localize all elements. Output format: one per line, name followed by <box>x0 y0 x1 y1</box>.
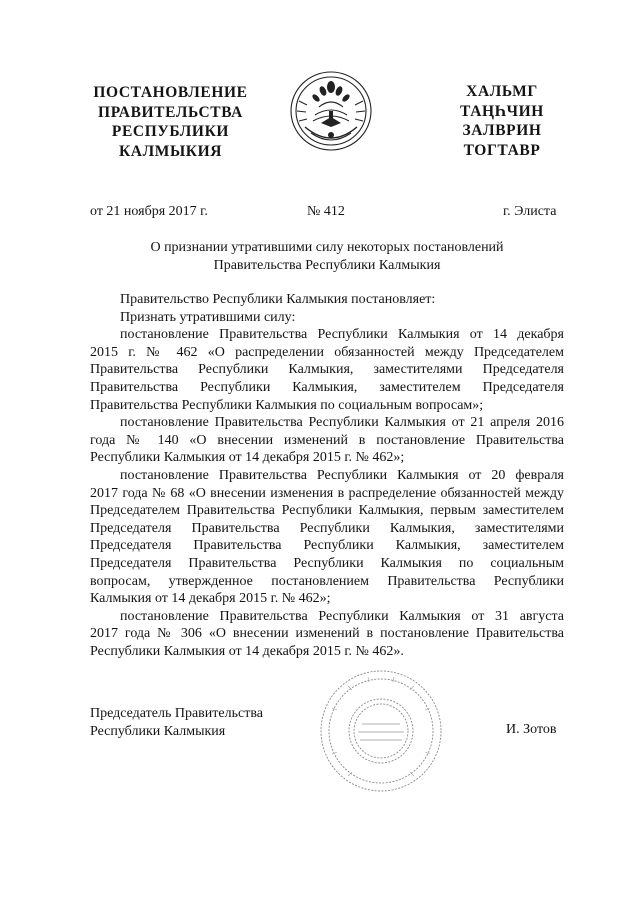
body-line: Правительства Республики Калмыкия, заместителями Председателя <box>90 362 564 378</box>
body-line: Республики Калмыкия от 14 декабря 2015 г. № 462»; <box>90 450 405 466</box>
header-left-line: КАЛМЫКИЯ <box>118 142 223 160</box>
signatory-position-line: Председатель Правительства <box>90 706 263 721</box>
official-stamp-icon <box>318 668 444 794</box>
body-line: Председателем Правительства Республики Калмыкия, первым заместителем <box>90 503 564 519</box>
body-line: 2017 года № 306 «О внесении изменений в постановление Правительства <box>90 626 564 642</box>
signatory-position-line: Республики Калмыкия <box>90 724 226 739</box>
header-right-line: ЗАЛВРИН <box>462 122 542 139</box>
document-place: г. Элиста <box>503 204 557 219</box>
body-line: вопросам, утвержденное постановлением Правительства Республики <box>90 573 564 589</box>
signatory-position <box>90 705 263 741</box>
body-line: постановление Правительства Республики Калмыкия от 31 августа <box>120 608 564 624</box>
body-line: 2015 г. № 462 «О распределении обязанностей между Председателем <box>90 344 564 360</box>
body-line: Калмыкия от 14 декабря 2015 г. № 462»; <box>90 591 331 607</box>
header-right-line: ТОГТАВР <box>463 141 541 159</box>
body-line: Республики Калмыкия от 14 декабря 2015 г. № 462». <box>90 643 404 659</box>
body-line: постановление Правительства Республики Калмыкия от 20 февраля <box>120 467 564 483</box>
body-line: Председателя Правительства Республики Калмыкия, заместителями <box>90 520 564 536</box>
document-title <box>90 239 564 275</box>
recognize-paragraph: Признать утратившими силу: <box>120 309 296 325</box>
title-line: Правительства Республики Калмыкия <box>213 258 441 273</box>
header-left-block <box>78 83 263 161</box>
body-line: постановление Правительства Республики Калмыкия от 21 апреля 2016 <box>120 415 564 431</box>
header-left-line: ПРАВИТЕЛЬСТВА <box>98 103 243 121</box>
body-line: года № 140 «О внесении изменений в постановление Правительства <box>90 432 564 448</box>
header-left-line: РЕСПУБЛИКИ <box>111 123 230 140</box>
document-date: от 21 ноября 2017 г. <box>90 204 208 219</box>
body-line: Председателя Правительства Республики Калмыкия по социальным <box>90 555 564 571</box>
body-line: Председателя Правительства Республики Калмыкия, заместителем <box>90 538 564 554</box>
body-line: Правительства Республики Калмыкия, заместителем Председателя <box>90 379 564 395</box>
list-item <box>90 326 564 414</box>
document-number: № 412 <box>307 204 345 219</box>
list-item <box>90 608 564 661</box>
intro-paragraph: Правительство Республики Калмыкия постановляет: <box>120 292 436 307</box>
list-item <box>90 414 564 467</box>
document-body <box>90 291 564 660</box>
body-line: 2017 года № 68 «О внесении изменения в распределение обязанностей между <box>90 485 564 501</box>
kalmykia-emblem-icon <box>285 67 377 153</box>
body-line: постановление Правительства Республики Калмыкия от 14 декабря <box>120 327 564 343</box>
header-right-block <box>432 82 572 160</box>
signatory-name: И. Зотов <box>506 722 557 737</box>
header-left-line: ПОСТАНОВЛЕНИЕ <box>93 84 248 101</box>
list-item <box>90 467 564 608</box>
header-right-line: ХАЛЬМГ <box>466 83 538 100</box>
title-line: О признании утратившими силу некоторых постановлений <box>150 240 504 255</box>
body-line: Правительства Республики Калмыкия по социальным вопросам»; <box>90 397 484 413</box>
header-right-line: ТАҢҺЧИН <box>460 102 544 120</box>
